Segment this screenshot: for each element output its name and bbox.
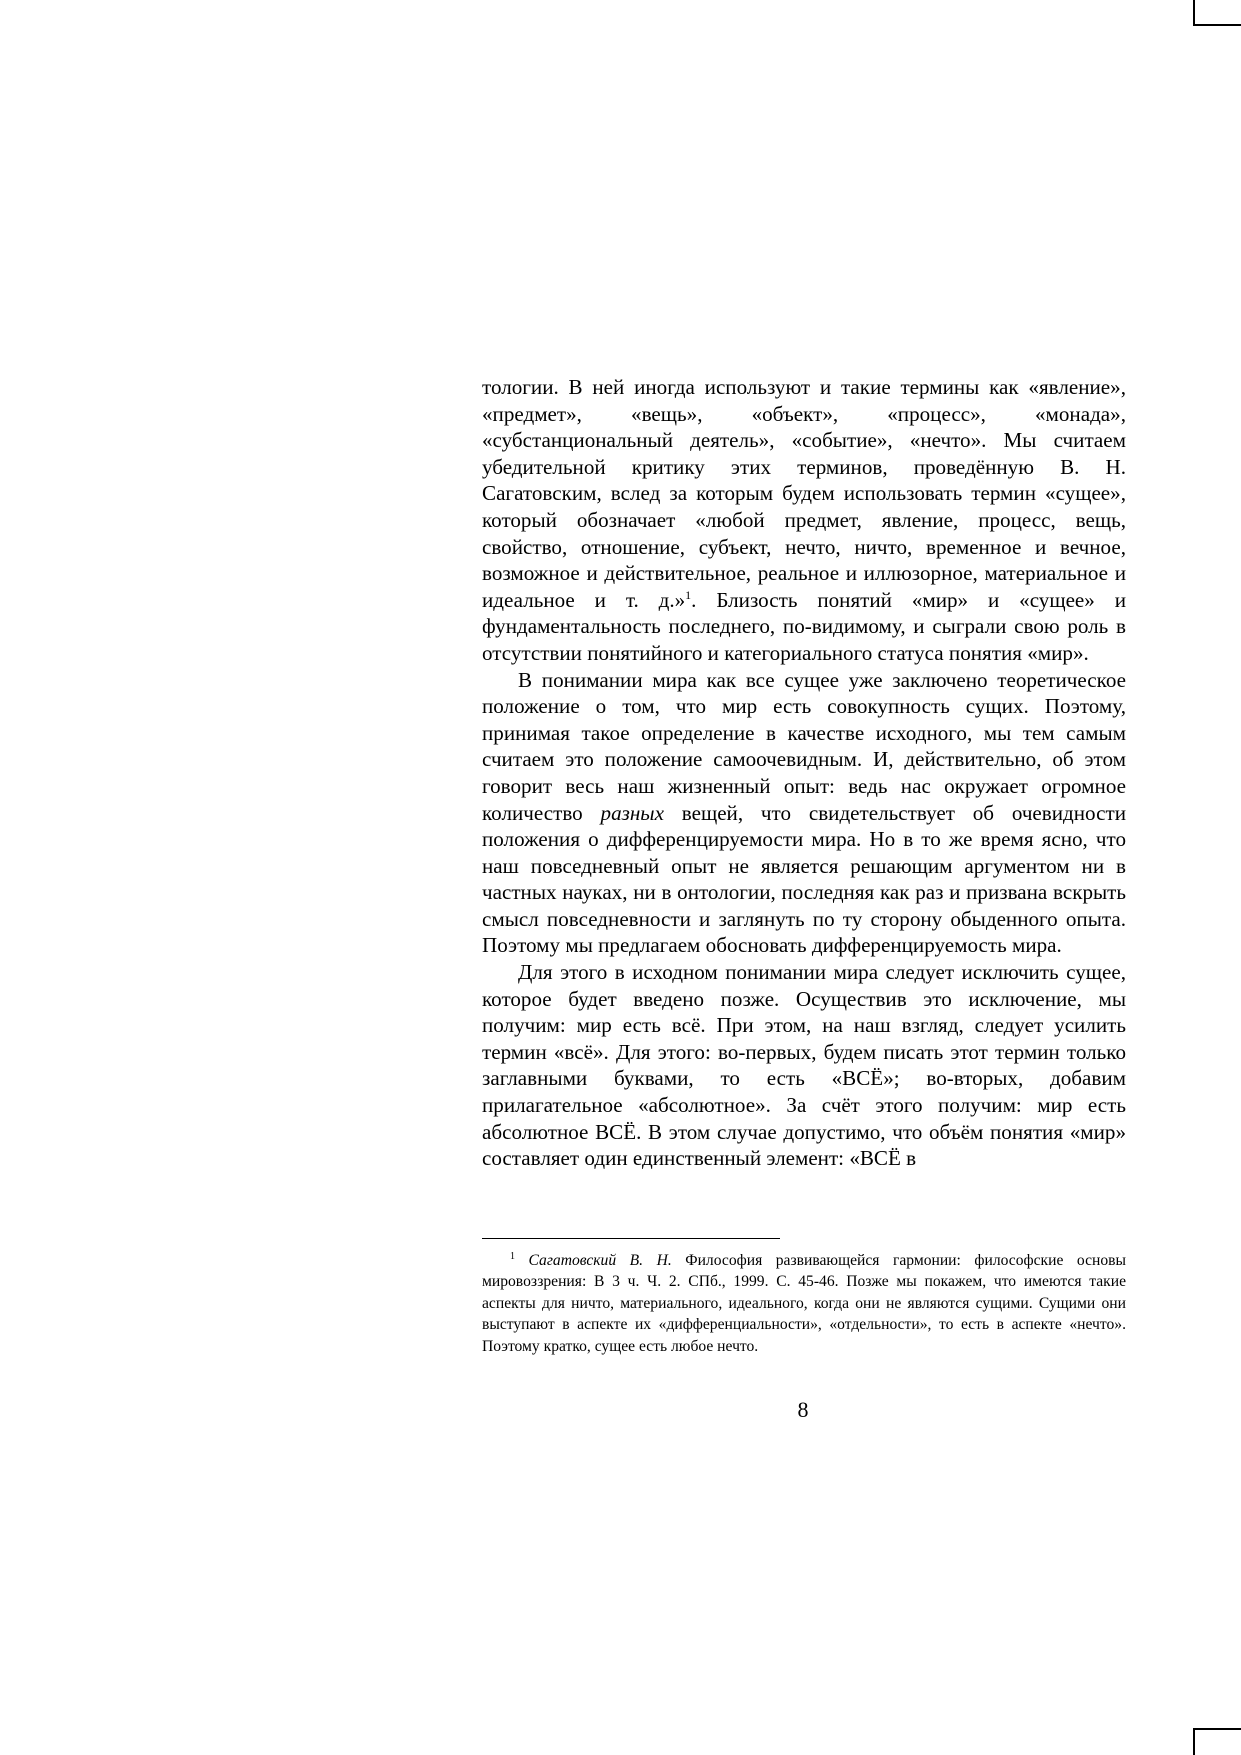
footnote-author: Сагатовский В. Н. bbox=[528, 1252, 672, 1269]
crop-mark-bottom-horizontal bbox=[1193, 1728, 1241, 1730]
crop-mark-top-horizontal bbox=[1193, 24, 1241, 26]
emphasis-text: разных bbox=[600, 800, 664, 825]
body-text bbox=[482, 374, 1126, 1172]
crop-mark-top-vertical bbox=[1193, 0, 1195, 26]
paragraph-2 bbox=[482, 667, 1126, 960]
paragraph-1 bbox=[482, 374, 1126, 667]
footnote-text: Философия развивающейся гармонии: философские основы мировоззрения: В 3 ч. Ч. 2. СПб., 1999. С. 45-46. Позже мы покажем, что имеются такие аспекты для ничто, материального, идеального, когда они не являются сущими. Сущими они выступают в аспекте их «дифференциальности», «отдельности», то есть в аспекте «нечто». Поэтому кратко, сущее есть любое нечто. bbox=[482, 1252, 1126, 1355]
paragraph-2-text-b: вещей, что свидетельствует об очевидности положения о дифференцируемости мира. Но в то же время ясно, что наш повседневный опыт не является решающим аргументом ни в частных науках, ни в онтологии, последняя как раз и призвана вскрыть смысл повседневности и заглянуть по ту сторону обыденного опыта. Поэтому мы предлагаем обосновать дифференцируемость мира. bbox=[482, 800, 1126, 958]
page-number: 8 bbox=[797, 1397, 809, 1422]
paragraph-2-text-a: В понимании мира как все сущее уже заключено теоретическое положение о том, что мир есть совокупность сущих. Поэтому, принимая такое определение в качестве исходного, мы тем самым считаем это положение самоочевидным. И, действительно, об этом говорит весь наш жизненный опыт: ведь нас окружает огромное количество bbox=[482, 667, 1126, 825]
paragraph-1-text-b: . Близость понятий «мир» и «сущее» и фундаментальность последнего, по-видимому, и сыграли свою роль в отсутствии понятийного и категориального статуса понятия «мир». bbox=[482, 587, 1126, 665]
footnote bbox=[482, 1250, 1126, 1357]
paragraph-3 bbox=[482, 959, 1126, 1172]
paragraph-3-text: Для этого в исходном понимании мира следует исключить сущее, которое будет введено позже. Осуществив это исключение, мы получим: мир есть всё. При этом, на наш взгляд, следует усилить термин «всё». Для этого: во-первых, будем писать этот термин только заглавными буквами, то есть «ВСЁ»; во-вторых, добавим прилагательное «абсолютное». За счёт этого получим: мир есть абсолютное ВСЁ. В этом случае допустимо, что объём понятия «мир» составляет один единственный элемент: «ВСЁ в bbox=[482, 960, 1126, 1171]
footnote-marker: 1 bbox=[510, 1251, 515, 1262]
crop-mark-bottom-vertical bbox=[1193, 1728, 1195, 1755]
footnote-reference: 1 bbox=[685, 587, 692, 602]
footnote-separator bbox=[482, 1238, 780, 1239]
paragraph-1-text-a: тологии. В ней иногда используют и такие термины как «явление», «предмет», «вещь», «объект», «процесс», «монада», «субстанциональный деятель», «событие», «нечто». Мы считаем убедительной критику этих терминов, проведённую В. Н. Сагатовским, вслед за которым будем использовать термин «сущее», который обозначает «любой предмет, явление, процесс, вещь, свойство, отношение, субъект, нечто, ничто, временное и вечное, возможное и действительное, реальное и иллюзорное, материальное и идеальное и т. д.» bbox=[482, 375, 1126, 612]
